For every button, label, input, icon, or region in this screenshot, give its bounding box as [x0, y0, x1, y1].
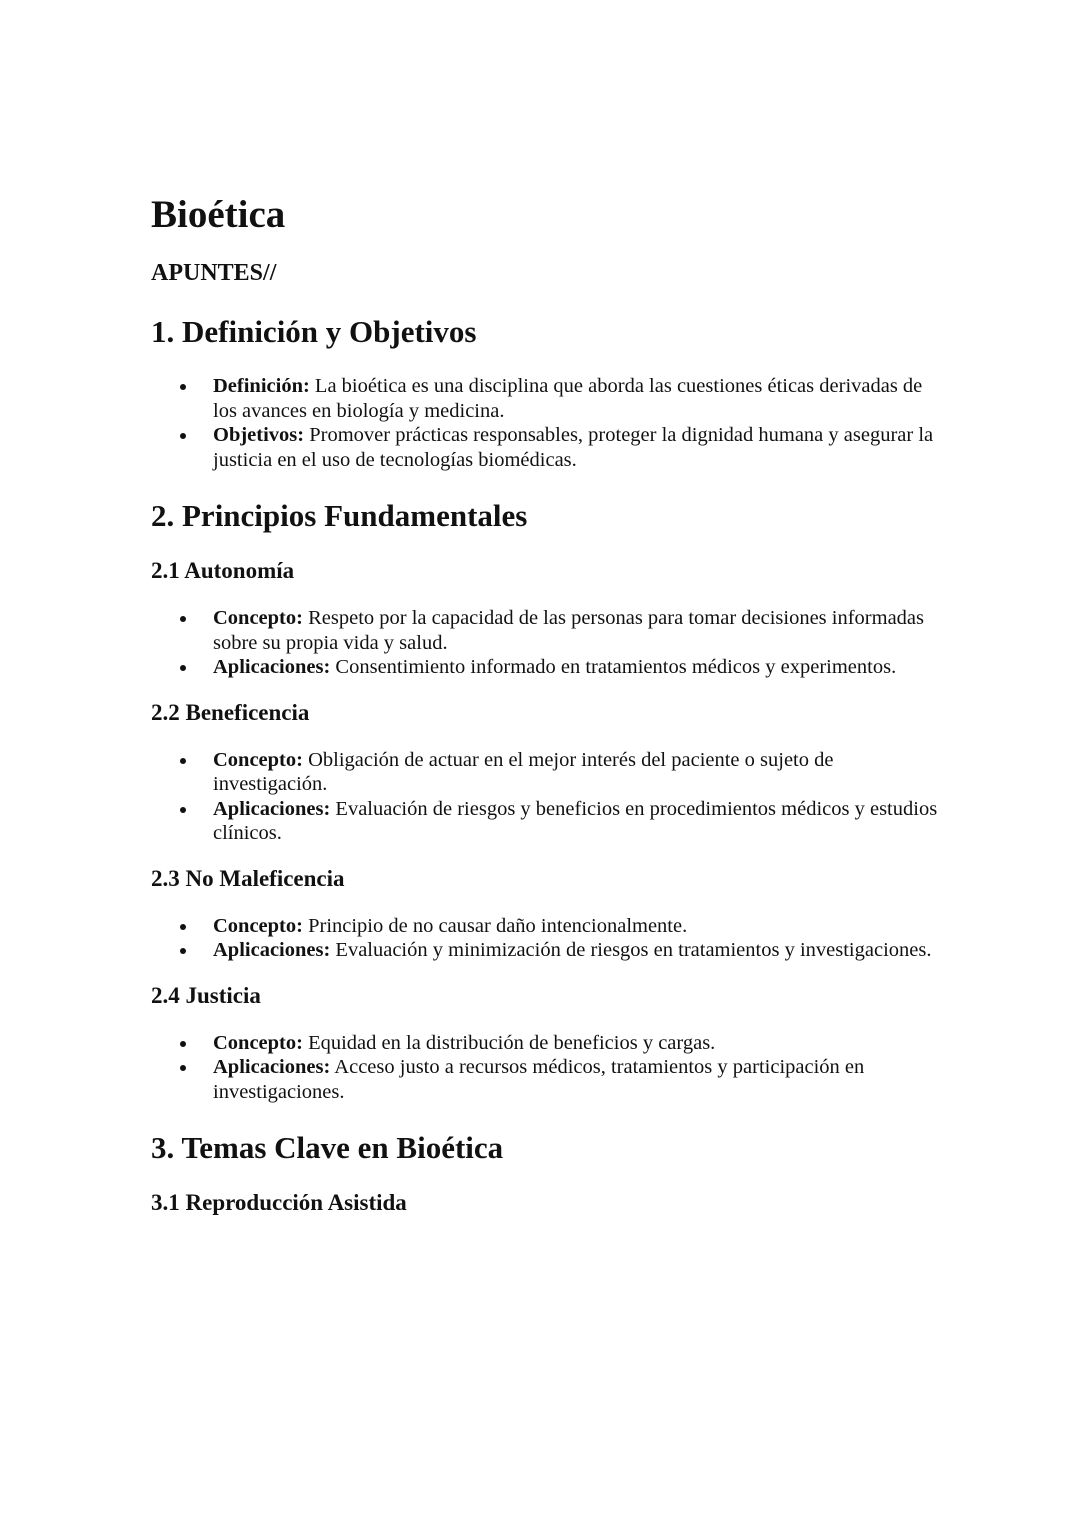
document-subtitle: APUNTES// [151, 260, 277, 286]
item-label: Concepto: [213, 748, 303, 771]
subsection-heading-autonomia: 2.1 Autonomía [151, 558, 295, 583]
item-text: Principio de no causar daño intencionalmente. [302, 914, 688, 937]
item-text: Evaluación de riesgos y beneficios en procedimientos médicos y estudios clínicos. [213, 797, 938, 844]
item-text: Acceso justo a recursos médicos, tratamientos y participación en investigaciones. [213, 1056, 865, 1103]
bullet-icon [180, 384, 186, 390]
list-item [151, 938, 941, 963]
list-item [151, 606, 941, 655]
subsection-heading-no-maleficencia: 2.3 No Maleficencia [151, 865, 345, 891]
subsection-heading-beneficencia: 2.2 Beneficencia [151, 699, 310, 725]
item-text: Obligación de actuar en el mejor interés del paciente o sujeto de investigación. [213, 748, 834, 795]
bullet-icon [180, 807, 186, 813]
list-item [151, 914, 941, 939]
item-label: Concepto: [213, 1031, 303, 1054]
item-text: La bioética es una disciplina que aborda las cuestiones éticas derivadas de los avances en biología y medicina. [213, 375, 923, 422]
item-label: Concepto: [213, 607, 303, 629]
item-text: Promover prácticas responsables, proteger la dignidad humana y asegurar la justicia en el uso de tecnologías biomédicas. [213, 424, 934, 471]
list-item [151, 423, 941, 472]
list-item [151, 1055, 941, 1104]
beneficencia-list [151, 748, 941, 846]
item-label: Definición: [213, 375, 310, 397]
autonomia-list [151, 606, 941, 680]
definicion-list [151, 374, 941, 472]
item-text: Equidad en la distribución de beneficios y cargas. [302, 1031, 716, 1054]
section-heading-definicion: 1. Definición y Objetivos [151, 314, 477, 349]
item-label: Aplicaciones: [213, 939, 331, 961]
list-item [151, 374, 941, 423]
bullet-icon [180, 924, 186, 930]
item-text: Evaluación y minimización de riesgos en tratamientos y investigaciones. [330, 939, 932, 961]
subsection-heading-reproduccion-asistida: 3.1 Reproducción Asistida [151, 1190, 407, 1215]
list-item [151, 655, 941, 680]
item-text: Respeto por la capacidad de las personas para tomar decisiones informadas sobre su propia vida y salud. [213, 607, 925, 654]
item-text: Consentimiento informado en tratamientos médicos y experimentos. [330, 656, 897, 678]
item-label: Objetivos: [213, 424, 305, 446]
item-label: Aplicaciones: [213, 1056, 331, 1078]
bullet-icon [180, 1041, 186, 1047]
document-title: Bioética [151, 193, 286, 236]
bullet-icon [180, 616, 186, 622]
item-label: Aplicaciones: [213, 656, 331, 678]
document-content [151, 190, 941, 1218]
subsection-heading-justicia: 2.4 Justicia [151, 982, 261, 1008]
bullet-icon [180, 665, 186, 671]
bullet-icon [180, 433, 186, 439]
section-heading-temas-clave: 3. Temas Clave en Bioética [151, 1130, 504, 1165]
item-label: Concepto: [213, 914, 303, 937]
bullet-icon [180, 948, 186, 954]
no-maleficencia-list [151, 914, 941, 963]
bullet-icon [180, 758, 186, 764]
section-heading-principios: 2. Principios Fundamentales [151, 498, 528, 533]
list-item [151, 797, 941, 846]
justicia-list [151, 1031, 941, 1105]
list-item [151, 748, 941, 797]
item-label: Aplicaciones: [213, 797, 331, 820]
bullet-icon [180, 1065, 186, 1071]
list-item [151, 1031, 941, 1056]
